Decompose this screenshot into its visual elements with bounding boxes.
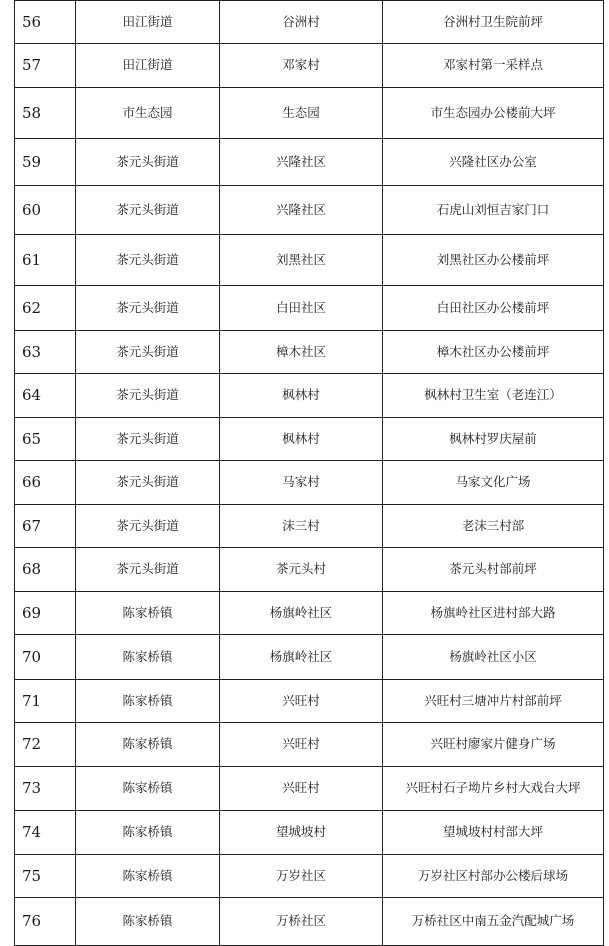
table-row [15, 767, 604, 811]
street-cell: 茶元头街道 [76, 461, 220, 505]
street-cell: 市生态园 [76, 88, 220, 139]
street-cell: 陈家桥镇 [76, 680, 220, 723]
table-row [15, 723, 604, 767]
row-number: 68 [15, 548, 76, 592]
row-number: 59 [15, 139, 76, 186]
street-cell: 茶元头街道 [76, 286, 220, 331]
street-cell: 陈家桥镇 [76, 635, 220, 680]
row-number: 74 [15, 811, 76, 855]
table-row [15, 635, 604, 680]
village-cell: 杨旗岭社区 [220, 635, 383, 680]
site-cell: 望城坡村村部大坪 [383, 811, 604, 855]
table-row [15, 855, 604, 898]
street-cell: 茶元头街道 [76, 548, 220, 592]
street-cell: 茶元头街道 [76, 235, 220, 286]
row-number: 62 [15, 286, 76, 331]
site-cell: 兴旺村三塘冲片村部前坪 [383, 680, 604, 723]
row-number: 69 [15, 592, 76, 635]
row-number: 58 [15, 88, 76, 139]
table-row [15, 592, 604, 635]
row-number: 60 [15, 186, 76, 235]
table-row [15, 139, 604, 186]
site-cell: 樟木社区办公楼前坪 [383, 331, 604, 374]
village-cell: 茶元头村 [220, 548, 383, 592]
village-cell: 谷洲村 [220, 1, 383, 44]
site-cell: 白田社区办公楼前坪 [383, 286, 604, 331]
site-cell: 刘黑社区办公楼前坪 [383, 235, 604, 286]
village-cell: 枫林村 [220, 418, 383, 461]
site-cell: 石虎山刘恒吉家门口 [383, 186, 604, 235]
site-cell: 邓家村第一采样点 [383, 44, 604, 88]
street-cell: 茶元头街道 [76, 505, 220, 548]
village-cell: 邓家村 [220, 44, 383, 88]
table-row [15, 680, 604, 723]
street-cell: 茶元头街道 [76, 331, 220, 374]
table-row [15, 1, 604, 44]
site-cell: 市生态园办公楼前大坪 [383, 88, 604, 139]
street-cell: 茶元头街道 [76, 418, 220, 461]
site-cell: 茶元头村部前坪 [383, 548, 604, 592]
village-cell: 马家村 [220, 461, 383, 505]
site-cell: 马家文化广场 [383, 461, 604, 505]
street-cell: 陈家桥镇 [76, 811, 220, 855]
row-number: 61 [15, 235, 76, 286]
village-cell: 望城坡村 [220, 811, 383, 855]
site-cell: 杨旗岭社区小区 [383, 635, 604, 680]
row-number: 76 [15, 898, 76, 946]
site-cell: 枫林村罗庆屋前 [383, 418, 604, 461]
street-cell: 茶元头街道 [76, 186, 220, 235]
table-row [15, 548, 604, 592]
row-number: 56 [15, 1, 76, 44]
village-cell: 兴旺村 [220, 680, 383, 723]
street-cell: 茶元头街道 [76, 374, 220, 418]
village-cell: 刘黑社区 [220, 235, 383, 286]
table-row [15, 186, 604, 235]
row-number: 64 [15, 374, 76, 418]
row-number: 67 [15, 505, 76, 548]
table-row [15, 418, 604, 461]
site-cell: 兴旺村廖家片健身广场 [383, 723, 604, 767]
table-row [15, 461, 604, 505]
table-row [15, 505, 604, 548]
row-number: 70 [15, 635, 76, 680]
row-number: 72 [15, 723, 76, 767]
village-cell: 兴旺村 [220, 723, 383, 767]
site-cell: 杨旗岭社区进村部大路 [383, 592, 604, 635]
table-row [15, 374, 604, 418]
document-page [14, 0, 603, 946]
street-cell: 茶元头街道 [76, 139, 220, 186]
table-row [15, 44, 604, 88]
village-cell: 万桥社区 [220, 898, 383, 946]
street-cell: 陈家桥镇 [76, 898, 220, 946]
village-cell: 沫三村 [220, 505, 383, 548]
table-row [15, 88, 604, 139]
village-cell: 万岁社区 [220, 855, 383, 898]
sampling-site-table [14, 0, 604, 946]
site-cell: 谷洲村卫生院前坪 [383, 1, 604, 44]
row-number: 66 [15, 461, 76, 505]
row-number: 73 [15, 767, 76, 811]
village-cell: 兴隆社区 [220, 139, 383, 186]
street-cell: 陈家桥镇 [76, 767, 220, 811]
village-cell: 杨旗岭社区 [220, 592, 383, 635]
row-number: 71 [15, 680, 76, 723]
site-cell: 万桥社区中南五金汽配城广场 [383, 898, 604, 946]
street-cell: 田江街道 [76, 1, 220, 44]
site-cell: 兴旺村石子坳片乡村大戏台大坪 [383, 767, 604, 811]
row-number: 75 [15, 855, 76, 898]
village-cell: 生态园 [220, 88, 383, 139]
village-cell: 枫林村 [220, 374, 383, 418]
table-row [15, 235, 604, 286]
row-number: 63 [15, 331, 76, 374]
site-cell: 万岁社区村部办公楼后球场 [383, 855, 604, 898]
street-cell: 陈家桥镇 [76, 592, 220, 635]
site-cell: 兴隆社区办公室 [383, 139, 604, 186]
table-row [15, 811, 604, 855]
row-number: 57 [15, 44, 76, 88]
street-cell: 田江街道 [76, 44, 220, 88]
site-cell: 枫林村卫生室（老连江） [383, 374, 604, 418]
village-cell: 樟木社区 [220, 331, 383, 374]
village-cell: 白田社区 [220, 286, 383, 331]
table-row [15, 286, 604, 331]
village-cell: 兴隆社区 [220, 186, 383, 235]
village-cell: 兴旺村 [220, 767, 383, 811]
site-cell: 老沫三村部 [383, 505, 604, 548]
street-cell: 陈家桥镇 [76, 855, 220, 898]
street-cell: 陈家桥镇 [76, 723, 220, 767]
table-row [15, 331, 604, 374]
row-number: 65 [15, 418, 76, 461]
